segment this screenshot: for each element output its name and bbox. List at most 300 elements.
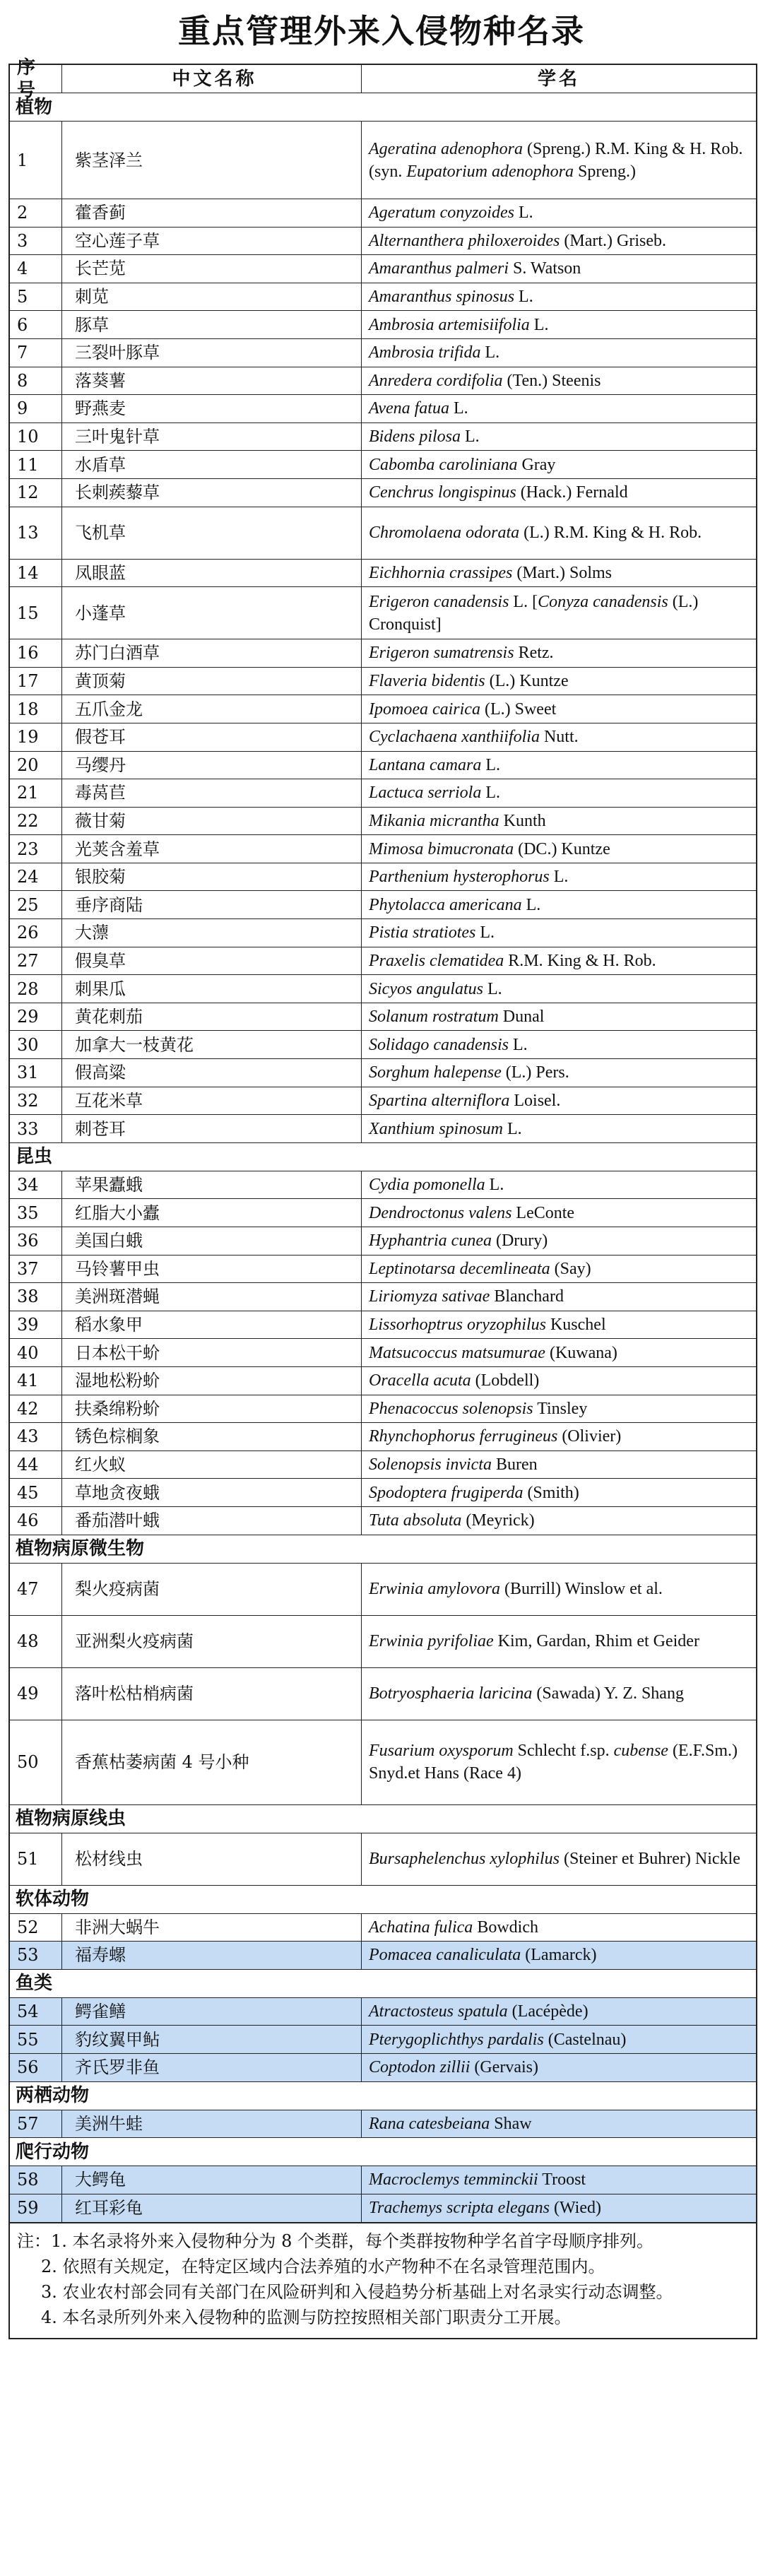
sci-name-italic: Alternanthera philoxeroides (369, 231, 560, 250)
scientific-name (362, 668, 756, 695)
row-number: 8 (10, 367, 62, 395)
sci-name-italic: Erwinia amylovora (369, 1580, 500, 1599)
chinese-name: 薇甘菊 (62, 808, 362, 835)
sci-name-author: (L.) Kuntze (485, 672, 569, 691)
sci-name-author: (Lobdell) (471, 1371, 540, 1390)
sci-name-italic: Hyphantria cunea (369, 1231, 492, 1251)
page-title: 重点管理外来入侵物种名录 (178, 12, 585, 50)
row-number: 46 (10, 1507, 62, 1535)
sci-name-author: L. [ (509, 592, 538, 611)
row-number: 3 (10, 228, 62, 255)
chinese-name: 番茄潜叶蛾 (62, 1507, 362, 1535)
scientific-name (362, 2194, 756, 2223)
chinese-name: 刺苍耳 (62, 1115, 362, 1142)
table-row (10, 199, 756, 228)
table-row (10, 451, 756, 479)
sci-name-author: (Lacépède) (507, 2002, 588, 2021)
sci-name-author: (Mart.) Solms (512, 563, 612, 582)
row-number: 45 (10, 1479, 62, 1506)
scientific-name (362, 1914, 756, 1942)
chinese-name: 三裂叶豚草 (62, 339, 362, 367)
sci-name-italic: Atractosteus spatula (369, 2002, 508, 2021)
scientific-name (362, 1283, 756, 1311)
table-row (10, 808, 756, 836)
row-number: 44 (10, 1451, 62, 1479)
table-row (10, 947, 756, 976)
scientific-name (362, 1451, 756, 1479)
row-number: 26 (10, 919, 62, 947)
row-number: 35 (10, 1199, 62, 1227)
scientific-name (362, 2166, 756, 2194)
sci-name-author: Troost (538, 2170, 586, 2190)
sci-name-author: Blanchard (490, 1287, 564, 1306)
sci-name-italic: Spodoptera frugiperda (369, 1483, 524, 1502)
table-row (10, 122, 756, 199)
row-number: 38 (10, 1283, 62, 1311)
table-row (10, 975, 756, 1003)
row-number: 59 (10, 2194, 62, 2223)
sci-name-italic: Trachemys scripta elegans (369, 2199, 550, 2218)
chinese-name: 红耳彩龟 (62, 2194, 362, 2223)
row-number: 41 (10, 1367, 62, 1395)
scientific-name (362, 1115, 756, 1142)
sci-name-italic: Anredera cordifolia (369, 371, 503, 390)
scientific-name (362, 2054, 756, 2081)
table-row (10, 891, 756, 919)
sci-name-author: L. (461, 427, 480, 447)
category-label: 鱼类 (16, 1973, 53, 1995)
table-row (10, 283, 756, 312)
header-sci: 学名 (537, 68, 580, 89)
scientific-name (362, 947, 756, 975)
chinese-name: 小蓬草 (62, 587, 362, 639)
sci-name-author: L. (514, 288, 533, 307)
sci-name-author: (Say) (550, 1259, 591, 1278)
sci-name-italic: Conyza canadensis (538, 592, 668, 611)
row-number: 56 (10, 2054, 62, 2081)
sci-name-italic: Cabomba caroliniana (369, 455, 518, 474)
table-row (10, 752, 756, 780)
chinese-name: 豹纹翼甲鲇 (62, 2026, 362, 2053)
sci-name-italic: Chromolaena odorata (369, 524, 520, 543)
category-row (10, 1970, 756, 1998)
row-number: 4 (10, 255, 62, 283)
scientific-name (362, 367, 756, 395)
category-row (10, 1886, 756, 1914)
header-cn: 中文名称 (62, 65, 362, 93)
chinese-name: 齐氏罗非鱼 (62, 2054, 362, 2081)
sci-name-italic: Cyclachaena xanthiifolia (369, 728, 540, 747)
row-number: 49 (10, 1668, 62, 1720)
chinese-name: 苏门白酒草 (62, 639, 362, 667)
chinese-name: 藿香蓟 (62, 199, 362, 227)
scientific-name (362, 1833, 756, 1885)
table-row (10, 1087, 756, 1116)
chinese-name: 福寿螺 (62, 1942, 362, 1969)
chinese-name: 锈色棕榈象 (62, 1423, 362, 1451)
sci-name-italic: Lantana camara (369, 755, 482, 774)
chinese-name: 湿地松粉蚧 (62, 1367, 362, 1395)
chinese-name: 日本松干蚧 (62, 1339, 362, 1366)
chinese-name: 鳄雀鳝 (62, 1998, 362, 2026)
sci-name-italic: Solidago canadensis (369, 1035, 509, 1054)
sci-name-author: Tinsley (533, 1399, 588, 1418)
scientific-name (362, 1942, 756, 1969)
row-number: 34 (10, 1171, 62, 1199)
table-row (10, 507, 756, 560)
sci-name-italic: Spartina alterniflora (369, 1091, 510, 1110)
chinese-name: 毒莴苣 (62, 779, 362, 807)
sci-name-author: LeConte (511, 1203, 575, 1222)
table-row (10, 395, 756, 423)
table-row (10, 723, 756, 752)
chinese-name: 刺苋 (62, 283, 362, 311)
sci-name-author: L. (483, 979, 502, 998)
sci-name-italic: Rhynchophorus ferrugineus (369, 1427, 558, 1446)
sci-name-author: (L.) Cronquist] (369, 592, 699, 634)
table-row (10, 1059, 756, 1087)
scientific-name (362, 507, 756, 559)
sci-name-author: (Sawada) Y. Z. Shang (532, 1684, 684, 1703)
sci-name-italic: Tuta absoluta (369, 1511, 462, 1530)
table-row (10, 479, 756, 507)
chinese-name: 美洲牛蛙 (62, 2110, 362, 2138)
sci-name-author: (Steiner et Buhrer) Nickle (559, 1850, 740, 1869)
chinese-name: 刺果瓜 (62, 975, 362, 1003)
table-row (10, 863, 756, 892)
sci-name-italic: Rana catesbeiana (369, 2114, 490, 2133)
category-row (10, 1535, 756, 1564)
sci-name-italic: Solanum rostratum (369, 1008, 499, 1027)
sci-name-italic: Amaranthus spinosus (369, 288, 515, 307)
scientific-name (362, 1031, 756, 1058)
sci-name-italic: Lactuca serriola (369, 784, 482, 803)
sci-name-italic: Botryosphaeria laricina (369, 1684, 533, 1703)
category-label: 植物病原微生物 (16, 1538, 145, 1560)
row-number: 5 (10, 283, 62, 311)
sci-name-italic: Phytolacca americana (369, 895, 522, 914)
scientific-name (362, 1171, 756, 1199)
sci-name-italic: Flaveria bidentis (369, 672, 485, 691)
scientific-name (362, 423, 756, 451)
scientific-name (362, 1199, 756, 1227)
sci-name-author: (L.) R.M. King & H. Rob. (519, 524, 702, 543)
scientific-name (362, 891, 756, 918)
row-number: 23 (10, 835, 62, 863)
sci-name-italic: Ageratina adenophora (369, 139, 523, 158)
table-row (10, 1199, 756, 1227)
sci-name-italic: Cenchrus longispinus (369, 483, 516, 502)
table-row (10, 1311, 756, 1340)
table-row (10, 1227, 756, 1255)
row-number: 12 (10, 479, 62, 507)
scientific-name (362, 560, 756, 587)
note-line: 注：1. 本名录将外来入侵物种分为 8 个类群，每个类群按物种学名首字母顺序排列。 (17, 2231, 654, 2252)
chinese-name: 紫茎泽兰 (62, 122, 362, 199)
chinese-name: 五爪金龙 (62, 695, 362, 723)
scientific-name (362, 639, 756, 667)
sci-name-author: (Burrill) Winslow et al. (500, 1580, 663, 1599)
sci-name-author: S. Watson (509, 259, 581, 278)
scientific-name (362, 975, 756, 1003)
chinese-name: 垂序商陆 (62, 891, 362, 918)
row-number: 36 (10, 1227, 62, 1255)
row-number: 9 (10, 395, 62, 423)
row-number: 24 (10, 863, 62, 891)
table-row (10, 560, 756, 588)
row-number: 54 (10, 1998, 62, 2026)
row-number: 43 (10, 1423, 62, 1451)
scientific-name (362, 835, 756, 863)
sci-name-italic: Xanthium spinosum (369, 1119, 504, 1138)
row-number: 11 (10, 451, 62, 478)
sci-name-italic: Avena fatua (369, 399, 449, 418)
sci-name-author: (Lamarck) (521, 1946, 597, 1965)
category-row (10, 1805, 756, 1833)
row-number: 20 (10, 752, 62, 779)
sci-name-author: Shaw (490, 2114, 532, 2133)
scientific-name (362, 1003, 756, 1031)
sci-name-italic: Macroclemys temminckii (369, 2170, 538, 2190)
sci-name-author: Retz. (514, 644, 554, 663)
table-row (10, 779, 756, 808)
sci-name-italic: Mikania micrantha (369, 811, 499, 830)
category-label: 两栖动物 (16, 2085, 90, 2106)
row-number: 40 (10, 1339, 62, 1366)
sci-name-italic: Ambrosia trifida (369, 343, 481, 362)
sci-name-author: (Ten.) Steenis (502, 371, 601, 390)
table-row (10, 1339, 756, 1367)
sci-name-italic: Liriomyza sativae (369, 1287, 490, 1306)
category-row (10, 2082, 756, 2110)
sci-name-author: L. (475, 923, 495, 943)
chinese-name: 美洲斑潜蝇 (62, 1283, 362, 1311)
chinese-name: 梨火疫病菌 (62, 1564, 362, 1615)
chinese-name: 互花米草 (62, 1087, 362, 1115)
row-number: 17 (10, 668, 62, 695)
sci-name-italic: Eupatorium adenophora (406, 162, 574, 181)
scientific-name (362, 1227, 756, 1255)
chinese-name: 稻水象甲 (62, 1311, 362, 1339)
category-label: 植物病原线虫 (16, 1808, 126, 1830)
sci-name-author: (Olivier) (557, 1427, 622, 1446)
sci-name-italic: Sorghum halepense (369, 1063, 502, 1082)
note-line: 2. 依照有关规定，在特定区域内合法养殖的水产物种不在名录管理范围内。 (41, 2257, 605, 2277)
sci-name-italic: Ageratum conyzoides (369, 203, 514, 223)
sci-name-author: Kuschel (545, 1316, 606, 1335)
scientific-name (362, 255, 756, 283)
category-label: 爬行动物 (16, 2141, 90, 2163)
row-number: 13 (10, 507, 62, 559)
scientific-name (362, 1616, 756, 1667)
sci-name-author: R.M. King & H. Rob. (504, 951, 656, 970)
sci-name-italic: Bidens pilosa (369, 427, 461, 447)
category-label: 昆虫 (16, 1146, 53, 1168)
scientific-name (362, 779, 756, 807)
scientific-name (362, 395, 756, 423)
sci-name-italic: Phenacoccus solenopsis (369, 1399, 533, 1418)
table-header (10, 57, 756, 101)
scientific-name (362, 1507, 756, 1535)
sci-name-author: Buren (491, 1455, 538, 1475)
sci-name-italic: Pterygoplichthys pardalis (369, 2030, 544, 2049)
table-row (10, 1507, 756, 1535)
scientific-name (362, 1998, 756, 2026)
chinese-name: 美国白蛾 (62, 1227, 362, 1255)
sci-name-author: (Mart.) Griseb. (560, 231, 667, 250)
row-number: 32 (10, 1087, 62, 1115)
table-row (10, 339, 756, 367)
sci-name-italic: Pistia stratiotes (369, 923, 476, 943)
category-row (10, 93, 756, 122)
sci-name-italic: Eichhornia crassipes (369, 563, 513, 582)
row-number: 21 (10, 779, 62, 807)
sci-name-author: L. (503, 1119, 522, 1138)
chinese-name: 亚洲梨火疫病菌 (62, 1616, 362, 1667)
sci-name-italic: Erigeron sumatrensis (369, 644, 514, 663)
row-number: 42 (10, 1395, 62, 1423)
sci-name-author: (Meyrick) (461, 1511, 535, 1530)
chinese-name: 黄顶菊 (62, 668, 362, 695)
chinese-name: 大鳄龟 (62, 2166, 362, 2194)
row-number: 27 (10, 947, 62, 975)
scientific-name (362, 1059, 756, 1087)
sci-name-author: (Wied) (549, 2199, 601, 2218)
table-row (10, 2026, 756, 2054)
sci-name-author: (Smith) (523, 1483, 579, 1502)
sci-name-italic: Mimosa bimucronata (369, 839, 514, 858)
sci-name-author: L. (481, 755, 501, 774)
scientific-name (362, 339, 756, 367)
sci-name-author: L. (449, 399, 468, 418)
row-number: 50 (10, 1720, 62, 1804)
row-number: 6 (10, 311, 62, 338)
sci-name-italic: Lissorhoptrus oryzophilus (369, 1316, 546, 1335)
chinese-name: 草地贪夜蛾 (62, 1479, 362, 1506)
scientific-name (362, 1087, 756, 1115)
sci-name-author: (L.) Pers. (501, 1063, 569, 1082)
scientific-name (362, 752, 756, 779)
table-row (10, 1668, 756, 1720)
chinese-name: 空心莲子草 (62, 228, 362, 255)
row-number: 28 (10, 975, 62, 1003)
chinese-name: 大薸 (62, 919, 362, 947)
scientific-name (362, 2026, 756, 2053)
notes (8, 2223, 757, 2339)
sci-name-author: Nutt. (539, 728, 579, 747)
sci-name-author: Schlecht f.sp. (513, 1742, 614, 1761)
table-row (10, 228, 756, 256)
table-row (10, 255, 756, 283)
row-number: 31 (10, 1059, 62, 1087)
chinese-name: 长芒苋 (62, 255, 362, 283)
scientific-name (362, 723, 756, 751)
sci-name-author: L. (481, 784, 500, 803)
row-number: 57 (10, 2110, 62, 2138)
sci-name-author: (DC.) Kuntze (514, 839, 610, 858)
sci-name-author: Kim, Gardan, Rhim et Geider (493, 1632, 699, 1651)
sci-name-italic: Parthenium hysterophorus (369, 868, 550, 887)
row-number: 29 (10, 1003, 62, 1031)
row-number: 2 (10, 199, 62, 227)
category-row (10, 2138, 756, 2166)
chinese-name: 三叶鬼针草 (62, 423, 362, 451)
row-number: 18 (10, 695, 62, 723)
chinese-name: 假高粱 (62, 1059, 362, 1087)
scientific-name (362, 1668, 756, 1720)
row-number: 19 (10, 723, 62, 751)
row-number: 52 (10, 1914, 62, 1942)
sci-name-author: L. (485, 1176, 504, 1195)
row-number: 39 (10, 1311, 62, 1339)
scientific-name (362, 1339, 756, 1366)
scientific-name (362, 1564, 756, 1615)
table-row (10, 1998, 756, 2026)
table-row (10, 1171, 756, 1200)
table-row (10, 367, 756, 396)
chinese-name: 红脂大小蠹 (62, 1199, 362, 1227)
sci-name-author: Loisel. (509, 1091, 561, 1110)
sci-name-author: (Hack.) Fernald (516, 483, 628, 502)
sci-name-italic: Oracella acuta (369, 1371, 471, 1390)
chinese-name: 松材线虫 (62, 1833, 362, 1885)
sci-name-italic: Pomacea canaliculata (369, 1946, 521, 1965)
chinese-name: 光荚含羞草 (62, 835, 362, 863)
scientific-name (362, 1423, 756, 1451)
sci-name-author: (Kuwana) (545, 1343, 617, 1362)
row-number: 22 (10, 808, 62, 835)
sci-name-italic: Ipomoea cairica (369, 699, 480, 719)
table-row (10, 2166, 756, 2194)
sci-name-italic: cubense (613, 1742, 668, 1761)
chinese-name: 野燕麦 (62, 395, 362, 423)
table-row (10, 587, 756, 639)
sci-name-italic: Dendroctonus valens (369, 1203, 512, 1222)
scientific-name (362, 311, 756, 338)
scientific-name (362, 228, 756, 255)
scientific-name (362, 863, 756, 891)
chinese-name: 水盾草 (62, 451, 362, 478)
sci-name-author: L. (509, 1035, 528, 1054)
row-number: 48 (10, 1616, 62, 1667)
sci-name-italic: Fusarium oxysporum (369, 1742, 514, 1761)
table-row (10, 1720, 756, 1805)
table-row (10, 639, 756, 668)
scientific-name (362, 2110, 756, 2138)
scientific-name (362, 1255, 756, 1283)
sci-name-author: (Castelnau) (543, 2030, 627, 2049)
row-number: 15 (10, 587, 62, 639)
scientific-name (362, 587, 756, 639)
sci-name-author: (Drury) (491, 1231, 548, 1251)
sci-name-italic: Leptinotarsa decemlineata (369, 1259, 550, 1278)
scientific-name (362, 479, 756, 507)
table-row (10, 1564, 756, 1616)
sci-name-italic: Achatina fulica (369, 1918, 473, 1937)
row-number: 33 (10, 1115, 62, 1142)
sci-name-author: Dunal (498, 1008, 545, 1027)
table-row (10, 695, 756, 723)
sci-name-italic: Amaranthus palmeri (369, 259, 509, 278)
sci-name-author: L. (514, 203, 533, 223)
chinese-name: 扶桑绵粉蚧 (62, 1395, 362, 1423)
chinese-name: 非洲大蜗牛 (62, 1914, 362, 1942)
chinese-name: 苹果蠹蛾 (62, 1171, 362, 1199)
sci-name-italic: Erwinia pyrifoliae (369, 1632, 494, 1651)
row-number: 1 (10, 122, 62, 199)
table-row (10, 1003, 756, 1032)
species-table (8, 57, 757, 2223)
